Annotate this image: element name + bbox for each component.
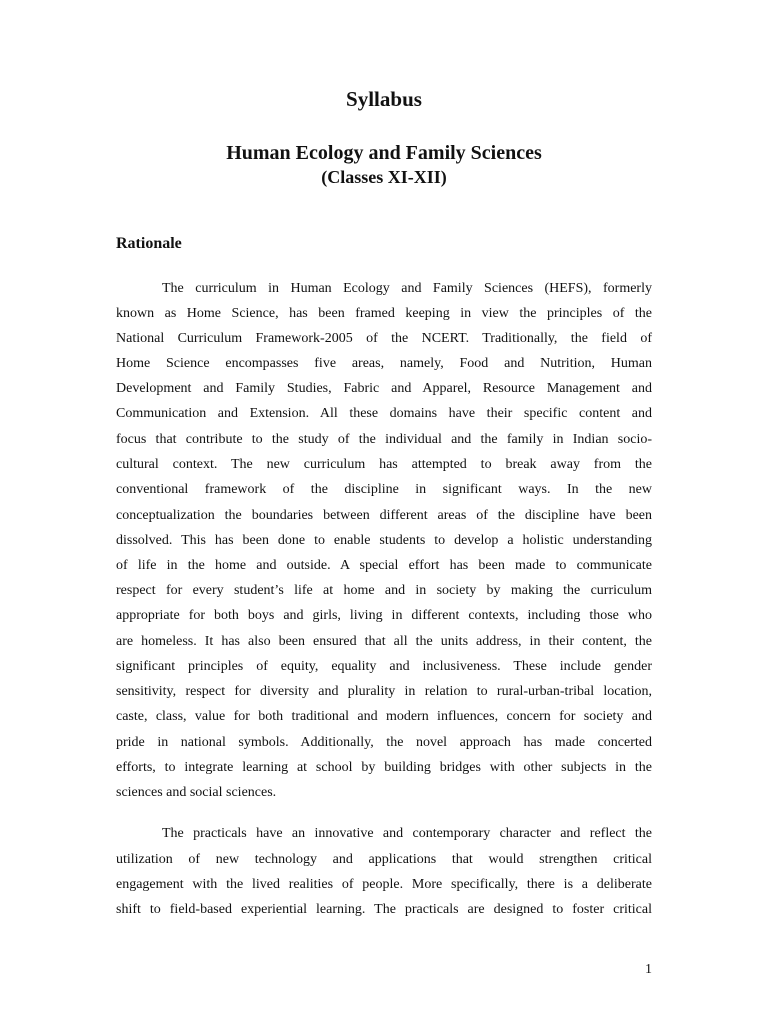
document-title: Syllabus xyxy=(346,87,422,111)
paragraph-line: conventional framework of the discipline in significant ways. In the new xyxy=(116,482,652,497)
paragraph-line: Development and Family Studies, Fabric and Apparel, Resource Management and xyxy=(116,381,652,396)
paragraph-line: sensitivity, respect for diversity and plurality in relation to rural-urban-tribal location, xyxy=(116,684,652,699)
paragraph-line: pride in national symbols. Additionally, the novel approach has made concerted xyxy=(116,735,652,750)
paragraph-line: Communication and Extension. All these domains have their specific content and xyxy=(116,406,652,421)
paragraph-line: focus that contribute to the study of the individual and the family in Indian socio- xyxy=(116,432,652,447)
subject-title: Human Ecology and Family Sciences xyxy=(226,142,542,164)
section-heading-rationale: Rationale xyxy=(116,235,182,252)
paragraph-line: engagement with the lived realities of people. More specifically, there is a deliberate xyxy=(116,877,652,892)
paragraph-line: sciences and social sciences. xyxy=(116,785,277,800)
paragraph-line: conceptualization the boundaries between different areas of the discipline have been xyxy=(116,508,652,523)
paragraph-line: The practicals have an innovative and contemporary character and reflect the xyxy=(162,826,652,841)
paragraph-line: dissolved. This has been done to enable students to develop a holistic understanding xyxy=(116,533,652,548)
paragraph-line: known as Home Science, has been framed keeping in view the principles of the xyxy=(116,306,652,321)
paragraph-line: appropriate for both boys and girls, living in different contexts, including those who xyxy=(116,608,652,623)
paragraph-line: caste, class, value for both traditional and modern influences, concern for society and xyxy=(116,709,652,724)
paragraph-line: cultural context. The new curriculum has attempted to break away from the xyxy=(116,457,652,472)
paragraph-line: are homeless. It has also been ensured that all the units address, in their content, the xyxy=(116,634,652,649)
classes-subtitle: (Classes XI-XII) xyxy=(321,167,447,187)
paragraph-line: respect for every student’s life at home and in society by making the curriculum xyxy=(116,583,652,598)
paragraph-line: The curriculum in Human Ecology and Family Sciences (HEFS), formerly xyxy=(162,281,652,296)
page-number: 1 xyxy=(645,962,652,977)
paragraph-line: shift to field-based experiential learning. The practicals are designed to foster critical xyxy=(116,902,652,917)
paragraph-line: National Curriculum Framework-2005 of the NCERT. Traditionally, the field of xyxy=(116,331,652,346)
paragraph-line: efforts, to integrate learning at school by building bridges with other subjects in the xyxy=(116,760,652,775)
paragraph-line: of life in the home and outside. A special effort has been made to communicate xyxy=(116,558,652,573)
paragraph-line: utilization of new technology and applications that would strengthen critical xyxy=(116,852,652,867)
paragraph-line: significant principles of equity, equality and inclusiveness. These include gender xyxy=(116,659,652,674)
paragraph-line: Home Science encompasses five areas, namely, Food and Nutrition, Human xyxy=(116,356,652,371)
